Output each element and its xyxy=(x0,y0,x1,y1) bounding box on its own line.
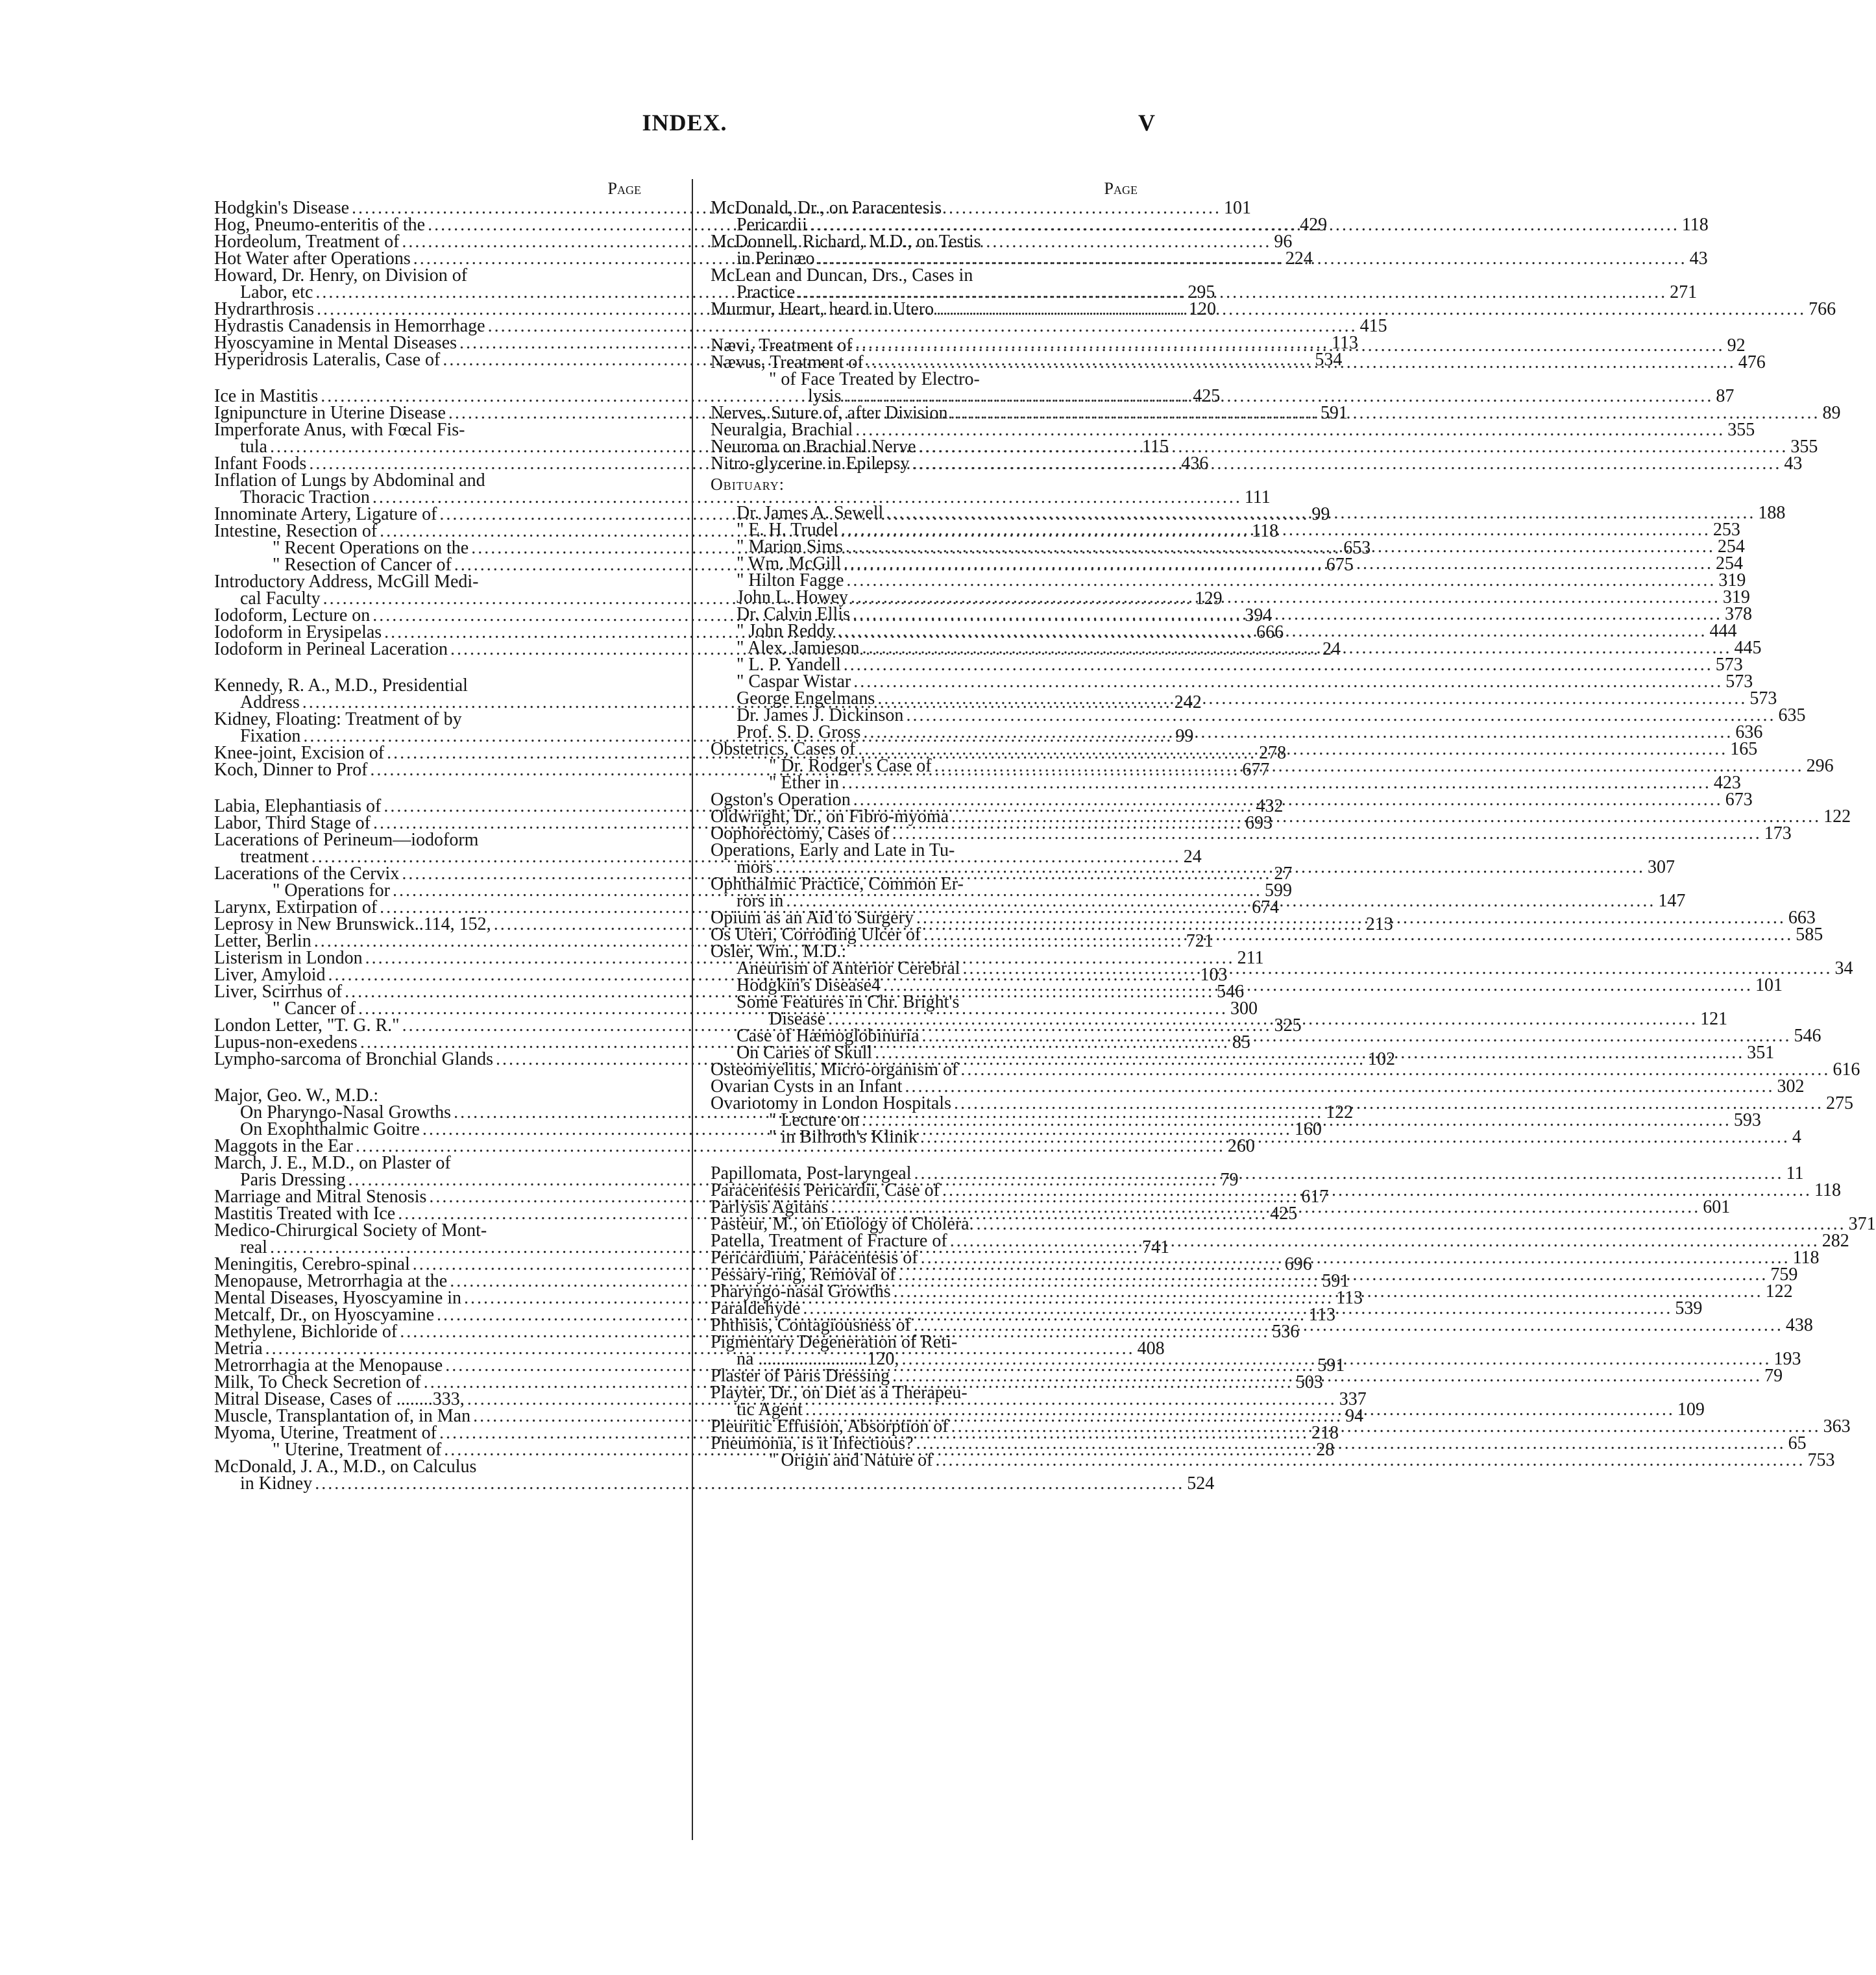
entry-text: Os Uteri, Corroding Ulcer of xyxy=(711,925,921,945)
entry-page-number: 759 xyxy=(1770,1265,1798,1285)
dot-leader xyxy=(920,1129,1790,1146)
entry-page-number: 585 xyxy=(1796,925,1823,945)
entry-text: Aneurism of Anterior Cerebral xyxy=(737,958,960,978)
entry-page-number: 371 xyxy=(1848,1214,1876,1234)
entry-page-number: 160 xyxy=(1294,1119,1322,1139)
entry-page-number: 653 xyxy=(1343,538,1371,558)
entry-page-number: 102 xyxy=(1368,1049,1396,1069)
entry-text: Hydrastis Canadensis in Hemorrhage xyxy=(214,316,485,336)
entry-text: Intestine, Resection of xyxy=(214,521,378,541)
entry-text: Fixation xyxy=(240,726,301,746)
entry-text: na ........................120, xyxy=(737,1349,899,1369)
entry-text: Metrorrhagia at the Menopause xyxy=(214,1355,443,1375)
entry-text: in Kidney xyxy=(240,1473,313,1494)
dot-leader xyxy=(892,825,1762,842)
dot-leader xyxy=(935,1452,1805,1469)
entry-text: Menopause, Metrorrhagia at the xyxy=(214,1271,448,1291)
entry-text: Osler, Wm., M.D.: xyxy=(711,941,847,962)
entry-text: Ignipuncture in Uterine Disease xyxy=(214,403,446,423)
entry-page-number: 319 xyxy=(1718,570,1746,590)
entry-text: Disease xyxy=(769,1009,826,1029)
entry-text: Ophthalmic Practice, Common Er- xyxy=(711,874,964,894)
entry-text: rors in xyxy=(737,891,784,911)
entry-text: Case of Hæmoglobinuria xyxy=(737,1026,920,1046)
index-entry xyxy=(214,1473,1215,1494)
entry-page-number: 253 xyxy=(1712,520,1740,540)
entry-page-number: 593 xyxy=(1733,1110,1761,1130)
entry-text: treatment xyxy=(240,847,309,867)
entry-page-number: 79 xyxy=(1220,1170,1239,1190)
entry-text: Paraldehyde xyxy=(711,1298,801,1318)
dot-leader xyxy=(315,1475,1184,1492)
entry-page-number: 165 xyxy=(1730,739,1758,759)
entry-page-number: 663 xyxy=(1788,908,1816,928)
entry-text: " in Billroth's Klinik xyxy=(769,1127,918,1147)
entry-text: Phthisis, Contagiousness of xyxy=(711,1315,911,1335)
entry-page-number: 295 xyxy=(1188,282,1215,302)
entry-page-number: 28 xyxy=(1316,1440,1335,1460)
entry-text: Murmur, Heart, heard in Utero xyxy=(711,299,934,319)
entry-text: " E. H. Trudel xyxy=(737,520,838,540)
entry-text: London Letter, "T. G. R." xyxy=(214,1015,400,1036)
entry-text: Prof. S. D. Gross xyxy=(737,722,861,742)
entry-text: Iodoform in Erysipelas xyxy=(214,622,382,642)
entry-text: Metria xyxy=(214,1339,263,1359)
entry-page-number: 260 xyxy=(1227,1136,1255,1156)
dot-leader xyxy=(912,455,1781,472)
entry-page-number: 193 xyxy=(1773,1349,1801,1369)
page-title: INDEX. xyxy=(642,110,727,136)
entry-text: Paracentesis Pericardii, Case of xyxy=(711,1180,940,1200)
entry-text: McDonald, Dr., on Paracentesis xyxy=(711,198,942,218)
entry-text: Liver, Amyloid xyxy=(214,965,326,985)
section-gap xyxy=(214,658,641,677)
entry-text: Hordeolum, Treatment of xyxy=(214,232,400,252)
entry-text: Oophorectomy, Cases of xyxy=(711,823,890,843)
entry-text: Hodgkin's Disease4 xyxy=(737,975,881,995)
entry-text: George Engelmans xyxy=(737,688,875,709)
entry-page-number: 438 xyxy=(1785,1315,1813,1335)
entry-page-number: 113 xyxy=(1336,1288,1363,1308)
entry-text: Kidney, Floating: Treatment of by xyxy=(214,709,462,729)
entry-page-number: 147 xyxy=(1658,891,1686,911)
entry-page-number: 436 xyxy=(1181,454,1209,474)
entry-page-number: 503 xyxy=(1295,1372,1323,1392)
entry-text: Pharyngo-nasal Growths xyxy=(711,1281,891,1302)
entry-page-number: 425 xyxy=(1270,1204,1298,1224)
entry-page-number: 275 xyxy=(1825,1093,1853,1113)
entry-text: Milk, To Check Secretion of xyxy=(214,1372,421,1392)
entry-text: Hydrarthrosis xyxy=(214,299,314,319)
dot-leader xyxy=(936,301,1806,318)
entry-page-number: 616 xyxy=(1833,1060,1860,1080)
entry-text: " Wm. McGill xyxy=(737,553,842,574)
entry-page-number: 122 xyxy=(1326,1102,1354,1122)
dot-leader xyxy=(923,927,1793,943)
entry-page-number: 302 xyxy=(1777,1076,1805,1097)
entry-text: real xyxy=(240,1237,267,1257)
entry-text: Ogston's Operation xyxy=(711,790,851,810)
entry-text: Some Features in Chr. Bright's xyxy=(737,992,960,1012)
entry-text: " of Face Treated by Electro- xyxy=(769,369,980,389)
entry-page-number: 677 xyxy=(1242,760,1270,780)
entry-text: Neuroma on Brachial Nerve xyxy=(711,437,916,457)
entry-page-number: 101 xyxy=(1224,198,1252,218)
entry-text: Nævus, Treatment of xyxy=(711,352,864,372)
entry-text: Mental Diseases, Hyoscyamine in xyxy=(214,1288,462,1308)
entry-text: tic Agent xyxy=(737,1399,803,1420)
entry-text: " Alex. Jamieson xyxy=(737,638,860,658)
entry-text: Hot Water after Operations xyxy=(214,248,411,269)
entry-text: Imperforate Anus, with Fœcal Fis- xyxy=(214,420,465,440)
entry-text: " L. P. Yandell xyxy=(737,655,841,675)
entry-page-number: 599 xyxy=(1264,880,1292,901)
entry-page-number: 546 xyxy=(1794,1026,1821,1046)
entry-page-number: 325 xyxy=(1274,1015,1302,1036)
entry-text: Maggots in the Ear xyxy=(214,1136,353,1156)
entry-page-number: 278 xyxy=(1259,743,1287,763)
entry-text: in Perinæo xyxy=(737,248,815,269)
entry-page-number: 573 xyxy=(1725,672,1753,692)
entry-page-number: 118 xyxy=(1792,1248,1820,1268)
entry-text: Nitro-glycerine in Epilepsy xyxy=(711,454,910,474)
entry-text: Infant Foods xyxy=(214,454,307,474)
entry-page-number: 118 xyxy=(1681,215,1709,235)
entry-text: Leprosy in New Brunswick..114, 152, xyxy=(214,914,491,934)
entry-page-number: 118 xyxy=(1814,1180,1841,1200)
column-divider xyxy=(692,179,693,1840)
section-gap xyxy=(214,779,641,798)
page-number: V xyxy=(1138,110,1155,136)
entry-page-number: 118 xyxy=(1252,521,1279,541)
entry-text: Nævi, Treatment of xyxy=(711,335,853,356)
entry-page-number: 591 xyxy=(1317,1355,1345,1375)
entry-page-number: 524 xyxy=(1187,1473,1215,1494)
entry-page-number: 213 xyxy=(1365,914,1393,934)
entry-page-number: 534 xyxy=(1315,350,1343,370)
entry-page-number: 363 xyxy=(1823,1416,1851,1436)
entry-page-number: 673 xyxy=(1725,790,1753,810)
entry-page-number: 271 xyxy=(1670,282,1698,302)
entry-page-number: 721 xyxy=(1186,931,1213,951)
entry-page-number: 218 xyxy=(1311,1423,1339,1443)
dot-leader xyxy=(892,1368,1762,1385)
entry-page-number: 65 xyxy=(1788,1433,1807,1453)
entry-text: Ovarian Cysts in an Infant xyxy=(711,1076,903,1097)
entry-text: cal Faculty xyxy=(240,588,321,609)
entry-page-number: 675 xyxy=(1326,555,1354,575)
entry-page-number: 101 xyxy=(1755,975,1783,995)
entry-page-number: 666 xyxy=(1256,622,1284,642)
entry-text: " Recent Operations on the xyxy=(273,538,469,558)
section-gap xyxy=(214,1068,641,1087)
entry-text: Opium as an Aid to Surgery xyxy=(711,908,914,928)
entry-page-number: 109 xyxy=(1677,1399,1705,1420)
entry-text: Mastitis Treated with Ice xyxy=(214,1204,396,1224)
entry-page-number: 111 xyxy=(1244,487,1271,507)
entry-text: Ice in Mastitis xyxy=(214,386,319,406)
entry-text: lysis xyxy=(808,386,842,406)
entry-text: On Exophthalmic Goitre xyxy=(240,1119,420,1139)
entry-text: " Resection of Cancer of xyxy=(273,555,452,575)
entry-page-number: 617 xyxy=(1301,1187,1329,1207)
entry-text: Muscle, Transplantation of, in Man xyxy=(214,1406,471,1426)
entry-text: Inflation of Lungs by Abdominal and xyxy=(214,470,485,491)
entry-text: Pericardii xyxy=(737,215,807,235)
entry-text: Labia, Elephantiasis of xyxy=(214,796,382,816)
dot-leader xyxy=(914,1317,1783,1334)
entry-page-number: 122 xyxy=(1765,1281,1793,1302)
entry-text: McDonnell, Richard, M.D., on Testis xyxy=(711,232,981,252)
entry-text: Koch, Dinner to Prof xyxy=(214,760,368,780)
entry-page-number: 539 xyxy=(1675,1298,1703,1318)
entry-text: Hog, Pneumo-enteritis of the xyxy=(214,215,426,235)
entry-text: McLean and Duncan, Drs., Cases in xyxy=(711,265,973,285)
entry-text: Iodoform in Perineal Laceration xyxy=(214,639,448,659)
section-heading: Obituary: xyxy=(711,475,785,494)
entry-page-number: 635 xyxy=(1778,705,1806,725)
entry-page-number: 34 xyxy=(1834,958,1853,978)
entry-text: Major, Geo. W., M.D.: xyxy=(214,1085,379,1106)
entry-text: Marriage and Mitral Stenosis xyxy=(214,1187,427,1207)
entry-text: mors xyxy=(737,857,773,877)
entry-text: Myoma, Uterine, Treatment of xyxy=(214,1423,437,1443)
entry-text: Pericardium, Paracentesis of xyxy=(711,1248,918,1268)
entry-page-number: 351 xyxy=(1747,1043,1775,1063)
entry-page-number: 432 xyxy=(1256,796,1284,816)
entry-page-number: 4 xyxy=(1792,1127,1801,1147)
entry-page-number: 96 xyxy=(1274,232,1293,252)
entry-page-number: 242 xyxy=(1174,692,1202,712)
entry-text: Practice xyxy=(737,282,796,302)
entry-page-number: 741 xyxy=(1141,1237,1169,1257)
entry-page-number: 254 xyxy=(1716,553,1744,574)
entry-page-number: 300 xyxy=(1230,999,1258,1019)
column-page-heading: Page xyxy=(607,179,641,198)
entry-text: Hodgkin's Disease xyxy=(214,198,350,218)
entry-text: Operations, Early and Late in Tu- xyxy=(711,840,955,860)
entry-page-number: 674 xyxy=(1252,897,1280,917)
entry-page-number: 394 xyxy=(1245,605,1273,625)
entry-text: Dr. James J. Dickinson xyxy=(737,705,904,725)
entry-text: McDonald, J. A., M.D., on Calculus xyxy=(214,1457,477,1477)
entry-page-number: 43 xyxy=(1689,248,1708,269)
entry-page-number: 636 xyxy=(1735,722,1763,742)
entry-page-number: 296 xyxy=(1806,756,1834,776)
entry-page-number: 113 xyxy=(1332,333,1358,353)
entry-page-number: 573 xyxy=(1715,655,1743,675)
entry-page-number: 591 xyxy=(1322,1271,1350,1291)
entry-page-number: 573 xyxy=(1749,688,1777,709)
entry-page-number: 591 xyxy=(1320,403,1348,423)
entry-text: Lympho-sarcoma of Bronchial Glands xyxy=(214,1049,494,1069)
entry-text: On Caries of Skull xyxy=(737,1043,873,1063)
entry-page-number: 601 xyxy=(1703,1197,1731,1217)
entry-page-number: 99 xyxy=(1175,726,1194,746)
entry-text: On Pharyngo-Nasal Growths xyxy=(240,1102,452,1122)
entry-page-number: 224 xyxy=(1285,248,1313,269)
entry-text: Neuralgia, Brachial xyxy=(711,420,853,440)
entry-page-number: 355 xyxy=(1790,437,1818,457)
entry-text: Iodoform, Lecture on xyxy=(214,605,371,625)
entry-text: March, J. E., M.D., on Plaster of xyxy=(214,1153,451,1173)
entry-page-number: 355 xyxy=(1727,420,1755,440)
entry-page-number: 92 xyxy=(1727,335,1746,356)
entry-page-number: 319 xyxy=(1722,587,1750,607)
entry-page-number: 546 xyxy=(1217,982,1245,1002)
entry-text: " John Reddy xyxy=(737,621,835,641)
entry-text: Playter, Dr., on Diet as a Therapeu- xyxy=(711,1383,968,1403)
entry-text: Obstetrics, Cases of xyxy=(711,739,856,759)
page-header xyxy=(214,109,1155,148)
entry-page-number: 24 xyxy=(1183,847,1202,867)
entry-page-number: 120 xyxy=(1188,299,1216,319)
entry-page-number: 425 xyxy=(1193,386,1221,406)
entry-text: Pessary-ring, Removal of xyxy=(711,1265,896,1285)
dot-leader xyxy=(883,977,1753,994)
entry-text: Nerves, Suture of, after Division xyxy=(711,403,948,423)
entry-page-number: 282 xyxy=(1821,1231,1849,1251)
entry-text: " Cancer of xyxy=(273,999,356,1019)
entry-text: Thoracic Traction xyxy=(240,487,370,507)
entry-page-number: 188 xyxy=(1758,503,1786,523)
entry-text: Pigmentary Degeneration of Reti- xyxy=(711,1332,958,1352)
entry-text: Osteomyelitis, Micro-organism of xyxy=(711,1060,958,1080)
entry-page-number: 766 xyxy=(1809,299,1836,319)
entry-text: Dr. Calvin Ellis xyxy=(737,604,850,624)
column-page-heading: Page xyxy=(1104,179,1138,198)
entry-text: Lacerations of Perineum—iodoform xyxy=(214,830,479,850)
entry-page-number: 94 xyxy=(1345,1406,1364,1426)
entry-page-number: 122 xyxy=(1823,806,1851,827)
entry-text: Metcalf, Dr., on Hyoscyamine xyxy=(214,1305,435,1325)
section-gap xyxy=(214,369,641,388)
entry-text: Knee-joint, Excision of xyxy=(214,743,385,763)
entry-page-number: 254 xyxy=(1717,537,1745,557)
entry-text: Listerism in London xyxy=(214,948,363,968)
entry-text: " Caspar Wistar xyxy=(737,672,851,692)
section-gap xyxy=(711,1146,1138,1165)
entry-text: Liver, Scirrhus of xyxy=(214,982,343,1002)
entry-text: " Hilton Fagge xyxy=(737,570,844,590)
entry-page-number: 696 xyxy=(1284,1254,1312,1274)
entry-text: Ovariotomy in London Hospitals xyxy=(711,1093,951,1113)
entry-text: " Origin and Nature of xyxy=(769,1450,933,1470)
entry-text: Introductory Address, McGill Medi- xyxy=(214,572,479,592)
entry-text: Lacerations of the Cervix xyxy=(214,864,400,884)
entry-page-number: 113 xyxy=(1309,1305,1335,1325)
entry-text: " Dr. Rodger's Case of xyxy=(769,756,932,776)
entry-text: " Uterine, Treatment of xyxy=(273,1440,442,1460)
entry-text: Meningitis, Cerebro-spinal xyxy=(214,1254,410,1274)
entry-page-number: 429 xyxy=(1300,215,1328,235)
entry-page-number: 337 xyxy=(1339,1389,1367,1409)
entry-page-number: 99 xyxy=(1311,504,1330,524)
section-gap xyxy=(711,318,1138,337)
entry-text: Dr. James A. Sewell xyxy=(737,503,884,523)
entry-text: Letter, Berlin xyxy=(214,931,311,951)
entry-page-number: 476 xyxy=(1738,352,1766,372)
entry-text: John L. Howey xyxy=(737,587,848,607)
entry-page-number: 444 xyxy=(1709,621,1737,641)
entry-text: Papillomata, Post-laryngeal xyxy=(711,1163,912,1183)
entry-text: Parlysis Agitans xyxy=(711,1197,829,1217)
entry-text: Kennedy, R. A., M.D., Presidential xyxy=(214,675,468,696)
entry-page-number: 89 xyxy=(1822,403,1841,423)
entry-page-number: 129 xyxy=(1195,588,1223,609)
entry-page-number: 415 xyxy=(1359,316,1387,336)
entry-text: " Operations for xyxy=(273,880,390,901)
entry-page-number: 85 xyxy=(1232,1032,1250,1052)
entry-page-number: 115 xyxy=(1142,437,1169,457)
entry-page-number: 173 xyxy=(1764,823,1792,843)
entry-text: Larynx, Extirpation of xyxy=(214,897,378,917)
entry-text: Medico-Chirurgical Society of Mont- xyxy=(214,1220,487,1241)
entry-page-number: 445 xyxy=(1734,638,1762,658)
entry-text: Hyperidrosis Lateralis, Case of xyxy=(214,350,441,370)
entry-page-number: 27 xyxy=(1274,864,1293,884)
entry-page-number: 307 xyxy=(1648,857,1675,877)
entry-text: Hyoscyamine in Mental Diseases xyxy=(214,333,457,353)
entry-text: Innominate Artery, Ligature of xyxy=(214,504,437,524)
entry-text: Pleuritic Effusion, Absorption of xyxy=(711,1416,949,1436)
entry-text: Paris Dressing xyxy=(240,1170,346,1190)
entry-text: Pneumonia, is it Infectious? xyxy=(711,1433,914,1453)
entry-page-number: 11 xyxy=(1786,1163,1804,1183)
entry-text: Labor, Third Stage of xyxy=(214,813,371,833)
entry-text: " Lecture on xyxy=(769,1110,859,1130)
entry-text: Mitral Disease, Cases of ........333, xyxy=(214,1389,465,1409)
entry-text: Pasteur, M., on Etiology of Cholera. xyxy=(711,1214,974,1234)
entry-text: Methylene, Bichloride of xyxy=(214,1322,398,1342)
entry-page-number: 24 xyxy=(1322,639,1341,659)
entry-page-number: 536 xyxy=(1272,1322,1300,1342)
entry-page-number: 211 xyxy=(1237,948,1264,968)
entry-page-number: 693 xyxy=(1245,813,1273,833)
entry-page-number: 423 xyxy=(1713,773,1741,793)
entry-text: Labor, etc xyxy=(240,282,313,302)
entry-page-number: 103 xyxy=(1200,965,1228,985)
entry-page-number: 79 xyxy=(1764,1366,1783,1386)
entry-text: Oldwright, Dr., on Fibro-myoma xyxy=(711,806,949,827)
entry-page-number: 87 xyxy=(1716,386,1735,406)
entry-text: " Marion Sims xyxy=(737,537,843,557)
dot-leader xyxy=(866,350,1736,371)
entry-text: Plaster of Paris Dressing xyxy=(711,1366,890,1386)
entry-text: Howard, Dr. Henry, on Division of xyxy=(214,265,468,285)
entry-text: Address xyxy=(240,692,300,712)
entry-text: Lupus-non-exedens xyxy=(214,1032,358,1052)
entry-page-number: 408 xyxy=(1137,1339,1165,1359)
entry-page-number: 753 xyxy=(1807,1450,1835,1470)
entry-text: tula xyxy=(240,437,267,457)
entry-page-number: 121 xyxy=(1700,1009,1728,1029)
entry-page-number: 43 xyxy=(1784,454,1803,474)
entry-page-number: 378 xyxy=(1725,604,1752,624)
entry-text: " Ether in xyxy=(769,773,839,793)
entry-text: Patella, Treatment of Fracture of xyxy=(711,1231,947,1251)
